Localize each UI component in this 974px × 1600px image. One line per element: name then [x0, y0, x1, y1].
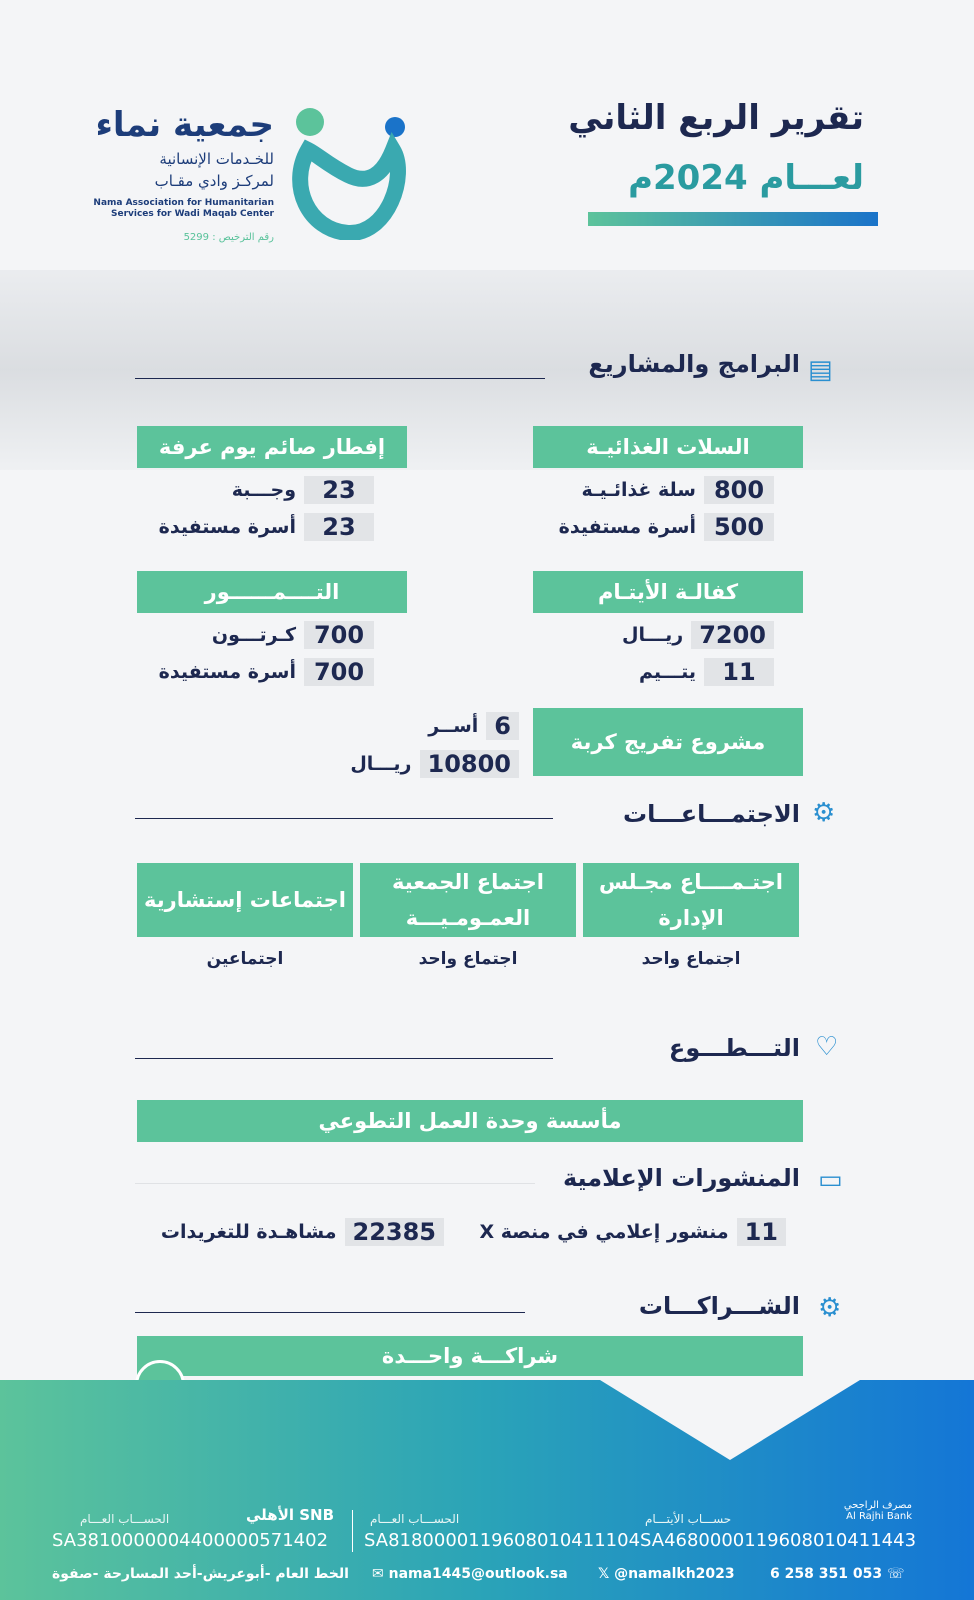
- dates-row: 700 أسرة مستفيدة: [159, 658, 374, 686]
- iftar-row: 23 وجـــبة: [232, 476, 374, 504]
- iban-general-rajhi: SA8180000119608010411104: [364, 1530, 641, 1551]
- relief-title: مشروع تفريج كربة: [533, 708, 803, 776]
- email-contact: ✉ nama1445@outlook.sa: [372, 1566, 568, 1582]
- divider: [135, 378, 545, 379]
- media-monitor-icon: ▭: [818, 1165, 843, 1195]
- footer-notch: [600, 1380, 860, 1460]
- license-number: رقم الترخيص : 5299: [183, 232, 274, 243]
- programs-heading: البرامج والمشاريع: [588, 350, 800, 378]
- media-views: 22385 مشاهـدة للتغريدات: [161, 1218, 444, 1246]
- twitter-contact: 𝕏 @namalkh2023: [598, 1566, 735, 1582]
- x-icon: 𝕏: [598, 1566, 615, 1582]
- meetings-icon: ⚙: [812, 798, 836, 828]
- title-underline-bar: [588, 212, 878, 226]
- divider: [135, 818, 553, 819]
- volunteering-item: مأسسة وحدة العمل التطوعي: [137, 1100, 803, 1142]
- account-label: الحســـاب العـــام: [370, 1512, 460, 1526]
- relief-row: 10800 ريـــال: [350, 750, 519, 778]
- iban-orphans: SA4680000119608010411443: [640, 1530, 917, 1551]
- food-baskets-row: 800 سلة غذائـيـة: [582, 476, 774, 504]
- iban-general-snb: SA3810000004400000571402: [52, 1530, 329, 1551]
- account-label: حســـاب الأيتـــام: [645, 1512, 732, 1526]
- iftar-title: إفطار صائم يوم عرفة: [137, 426, 407, 468]
- meetings-heading: الاجتمـــاعـــات: [622, 800, 800, 828]
- snb-bank-logo: الأهلي SNB: [246, 1506, 335, 1524]
- partnership-handshake-icon: ⚙: [818, 1293, 842, 1323]
- relief-row: 6 أســر: [428, 712, 519, 740]
- logo-name-ar: جمعية نماء: [95, 105, 274, 145]
- media-posts: 11 منشور إعلامي في منصة X: [479, 1218, 786, 1246]
- meetings-general-header: اجتماع الجمعية العمـومـيـــة: [360, 863, 576, 937]
- divider: [135, 1058, 553, 1059]
- logo-en2: Services for Wadi Maqab Center: [111, 209, 274, 219]
- food-baskets-row: 500 أسرة مستفيدة: [559, 513, 774, 541]
- meetings-board-value: اجتماع واحد: [641, 949, 741, 969]
- divider: [135, 1183, 535, 1184]
- volunteer-hand-heart-icon: ♡: [815, 1032, 839, 1062]
- partnerships-heading: الشـــراكـــات: [638, 1292, 800, 1320]
- nama-logo-icon: [288, 105, 410, 240]
- divider: [135, 1312, 525, 1313]
- report-title: تقرير الربع الثاني: [568, 98, 864, 138]
- phone-contact: ☏ 053 351 258 6: [770, 1566, 905, 1582]
- dates-row: 700 كـرتـــون: [212, 621, 374, 649]
- volunteering-heading: التـــطـــوع: [668, 1034, 800, 1062]
- phone-icon: ☏: [882, 1566, 905, 1582]
- report-year: لعـــام 2024م: [628, 158, 864, 198]
- orphans-row: 7200 ريـــال: [622, 621, 774, 649]
- divider: [352, 1510, 353, 1552]
- orphans-title: كفالـة الأيتـام: [533, 571, 803, 613]
- orphans-row: 11 يتـــيم: [639, 658, 774, 686]
- partnerships-item: شراكـــة واحـــدة: [137, 1336, 803, 1376]
- logo-en1: Nama Association for Humanitarian: [93, 198, 274, 208]
- meetings-board-header: اجتـمــــاع مجـلس الإدارة: [583, 863, 799, 937]
- meetings-general-value: اجتماع واحد: [418, 949, 518, 969]
- meetings-advisory-header: اجتماعات إستشارية: [137, 863, 353, 937]
- account-label: الحســـاب العـــام: [80, 1512, 170, 1526]
- iftar-row: 23 أسرة مستفيدة: [159, 513, 374, 541]
- programs-icon: ▤: [808, 355, 833, 385]
- media-heading: المنشورات الإعلامية: [562, 1164, 800, 1192]
- mail-icon: ✉: [372, 1566, 389, 1582]
- address: الخط العام -أبوعريش-أحد المسارحة -صفوة: [52, 1566, 349, 1582]
- logo-sub1: للخـدمات الإنسانية: [159, 150, 274, 168]
- dates-title: التــــمــــــور: [137, 571, 407, 613]
- food-baskets-title: السلات الغذائيـة: [533, 426, 803, 468]
- logo-sub2: لمركـز وادي مقـاب: [154, 172, 274, 190]
- alrajhi-bank-logo: مصرف الراجحي Al Rajhi Bank: [843, 1500, 912, 1522]
- meetings-advisory-value: اجتماعين: [206, 949, 284, 969]
